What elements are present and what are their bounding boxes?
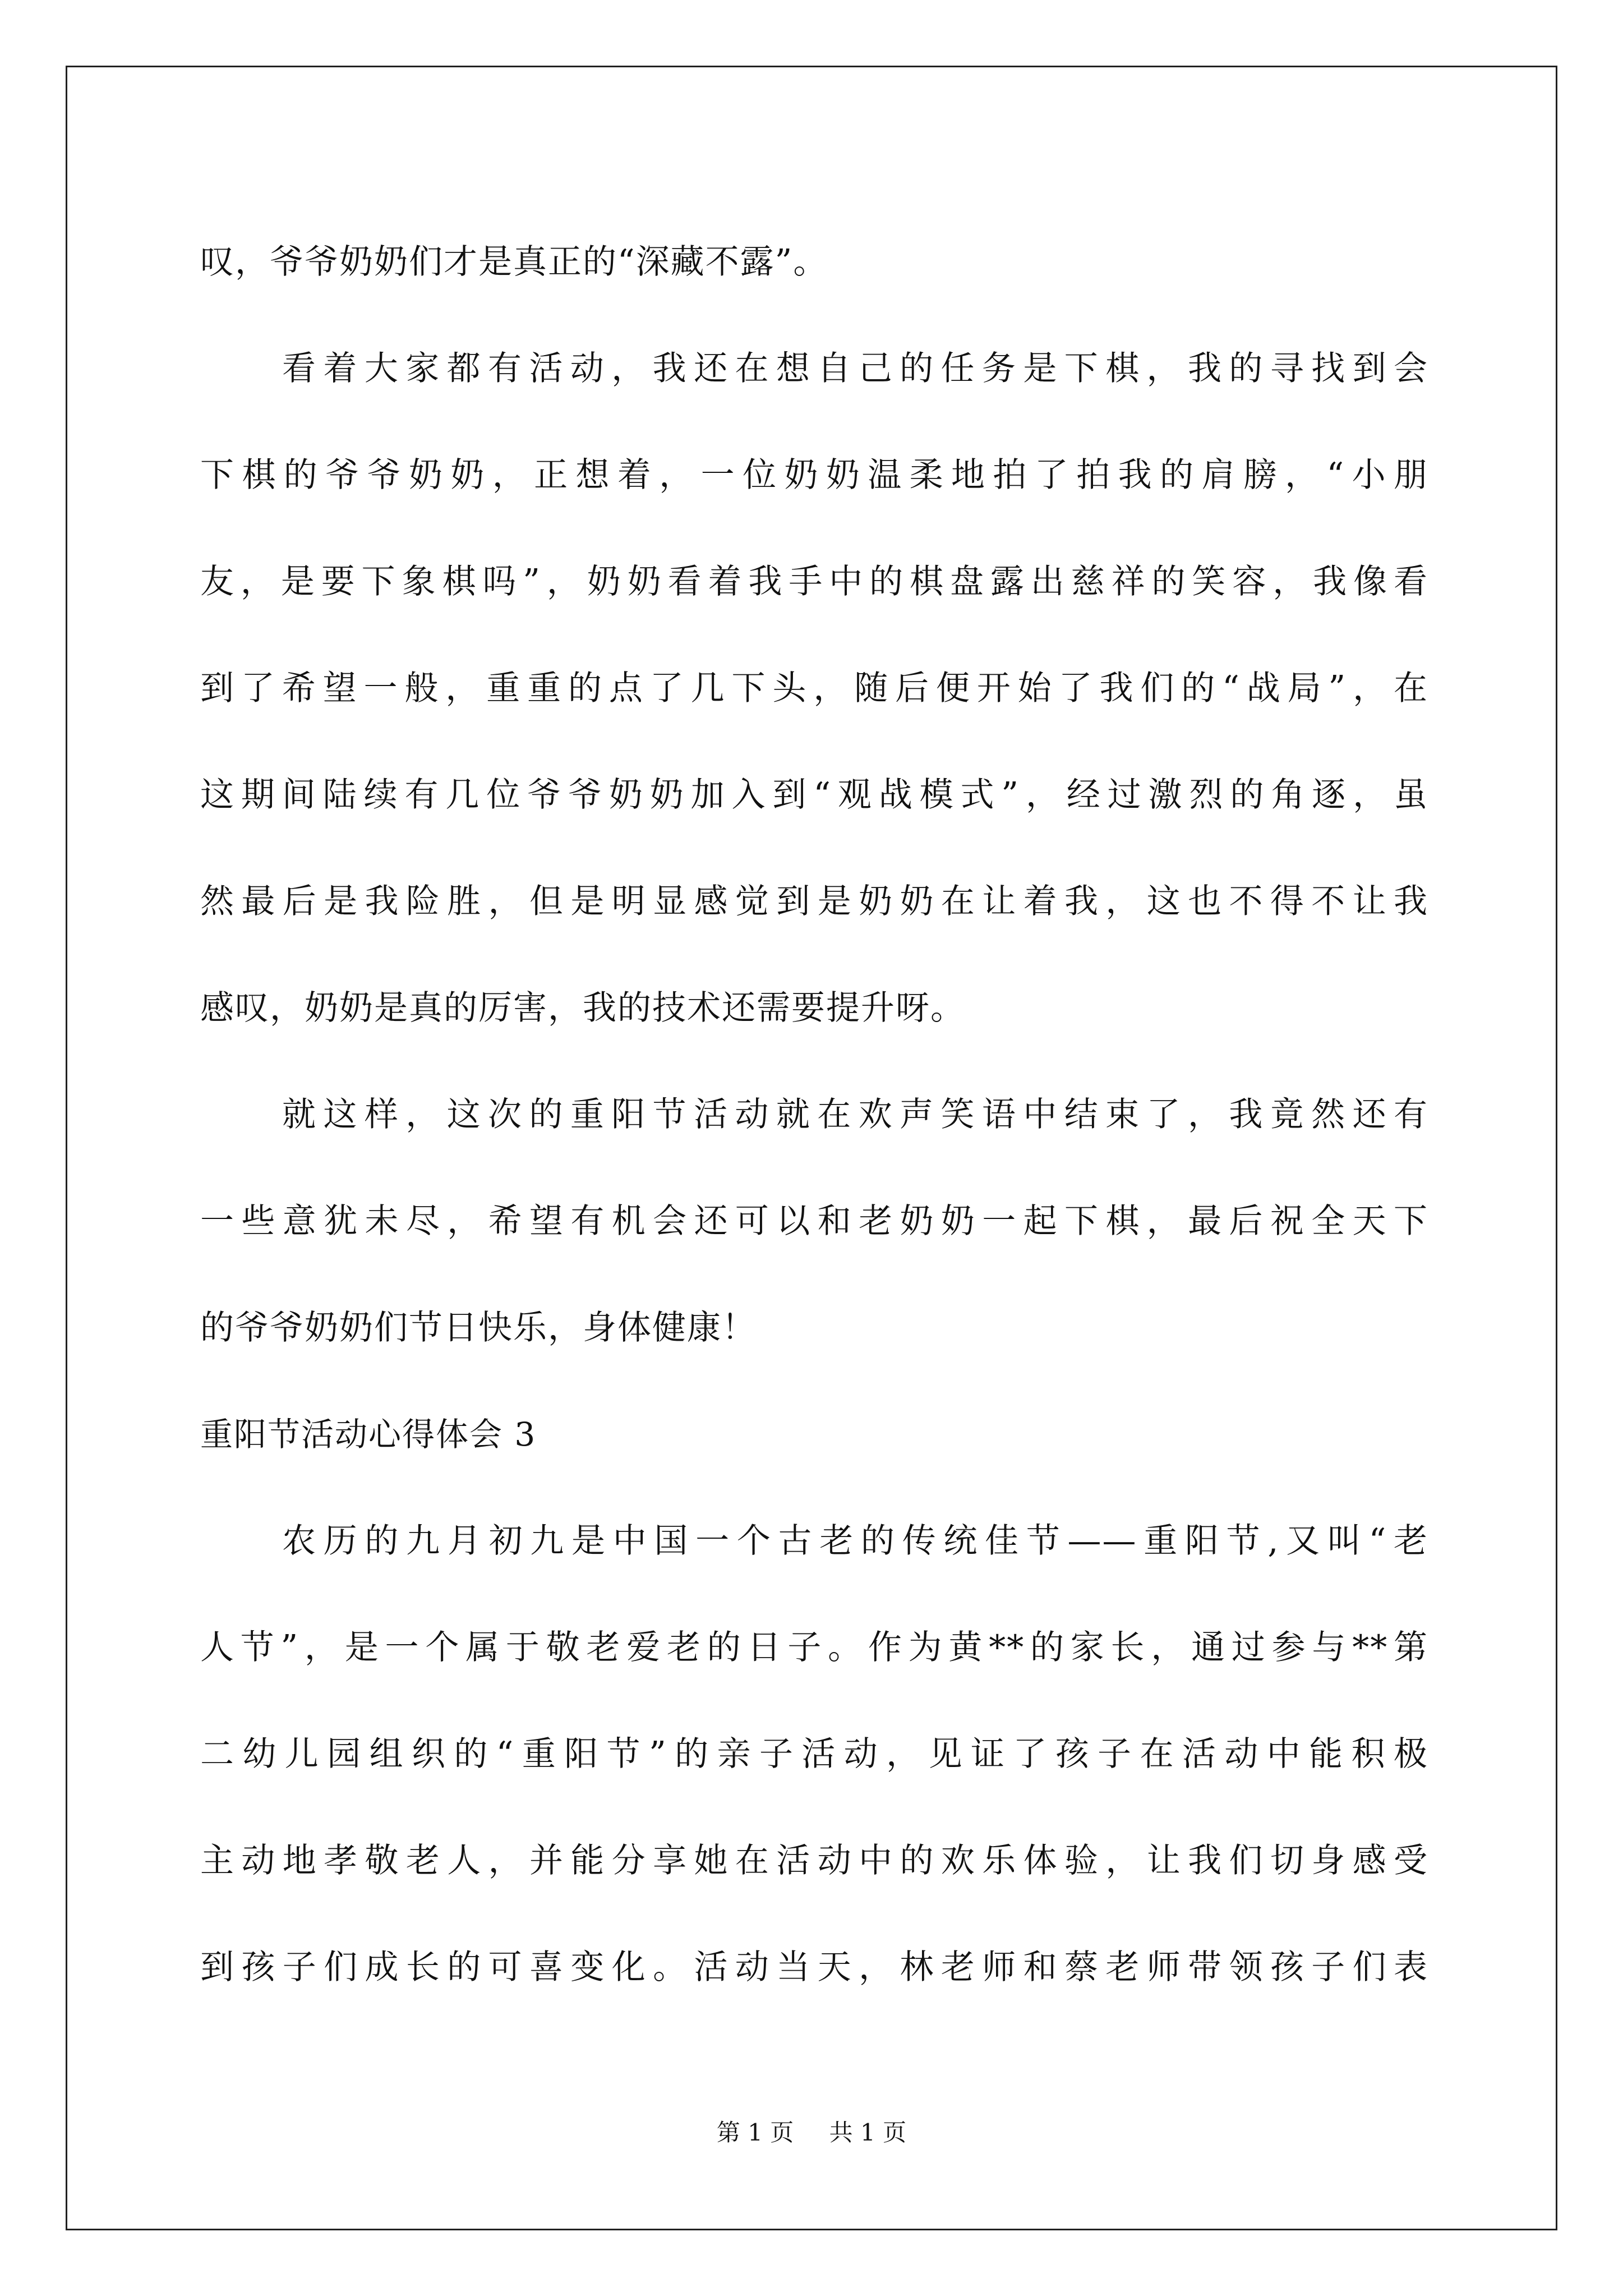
page-footer bbox=[0, 2116, 1623, 2150]
text-line: 叹，爷爷奶奶们才是真正的“深藏不露”。 bbox=[200, 242, 828, 282]
document-body bbox=[200, 209, 1428, 2021]
page-number: 第 1 页 bbox=[716, 2119, 794, 2146]
text-line: 看着大家都有活动，我还在想自己的任务是下棋，我的寻找到会 bbox=[282, 349, 1428, 388]
text-line: 友，是要下象棋吗”，奶奶看着我手中的棋盘露出慈祥的笑容，我像看 bbox=[200, 562, 1428, 601]
text-line: 的爷爷奶奶们节日快乐，身体健康！ bbox=[200, 1308, 757, 1347]
text-line: 到了希望一般，重重的点了几下头，随后便开始了我们的“战局”，在 bbox=[200, 669, 1428, 708]
text-line: 这期间陆续有几位爷爷奶奶加入到“观战模式”，经过激烈的角逐，虽 bbox=[200, 775, 1428, 815]
text-line: 下棋的爷爷奶奶，正想着，一位奶奶温柔地拍了拍我的肩膀，“小朋 bbox=[200, 455, 1428, 495]
paragraph bbox=[200, 1488, 1428, 2021]
page-total: 共 1 页 bbox=[829, 2119, 907, 2146]
text-line: 二幼儿园组织的“重阳节”的亲子活动，见证了孩子在活动中能积极 bbox=[200, 1734, 1428, 1774]
paragraph bbox=[200, 1381, 1428, 1488]
text-line: 一些意犹未尽，希望有机会还可以和老奶奶一起下棋，最后祝全天下 bbox=[200, 1202, 1428, 1241]
text-line: 农历的九月初九是中国一个古老的传统佳节——重阳节,又叫“老 bbox=[282, 1521, 1428, 1561]
text-line: 感叹，奶奶是真的厉害，我的技术还需要提升呀。 bbox=[200, 988, 965, 1028]
section-heading: 重阳节活动心得体会 3 bbox=[200, 1415, 537, 1453]
paragraph bbox=[200, 1061, 1428, 1381]
text-line: 然最后是我险胜，但是明显感觉到是奶奶在让着我，这也不得不让我 bbox=[200, 882, 1428, 921]
text-line: 就这样，这次的重阳节活动就在欢声笑语中结束了，我竟然还有 bbox=[282, 1095, 1428, 1134]
text-line: 到孩子们成长的可喜变化。活动当天，林老师和蔡老师带领孩子们表 bbox=[200, 1948, 1428, 1987]
text-line: 主动地孝敬老人，并能分享她在活动中的欢乐体验，让我们切身感受 bbox=[200, 1841, 1428, 1880]
text-line: 人节”，是一个属于敬老爱老的日子。作为黄**的家长，通过参与**第 bbox=[200, 1628, 1428, 1667]
paragraph bbox=[200, 315, 1428, 1061]
paragraph bbox=[200, 209, 1428, 315]
